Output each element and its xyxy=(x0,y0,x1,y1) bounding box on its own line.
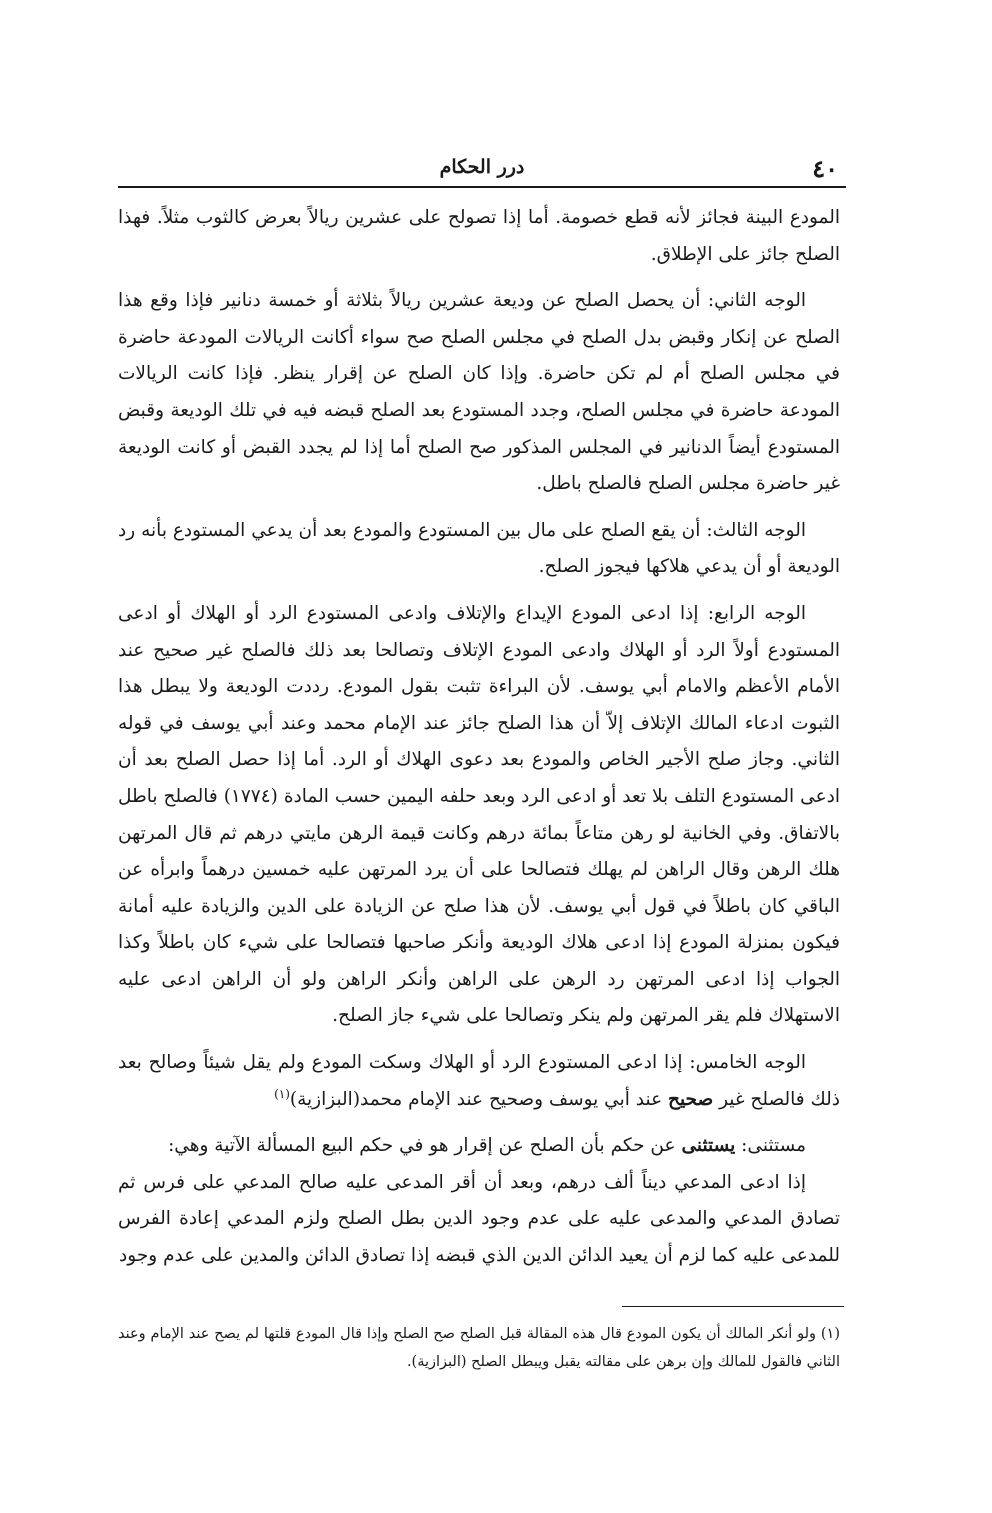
paragraph-3: الوجه الثالث: أن يقع الصلح على مال بين المستودع والمودع بعد أن يدعي المستودع بأنه رد الوديعة أو أن يدعي هلاكها فيجوز الصلح. xyxy=(118,519,840,578)
footnote xyxy=(118,1320,840,1376)
paragraph-6-rest: عن حكم بأن الصلح عن إقرار هو في حكم البيع المسألة الآتية وهي: xyxy=(168,1135,676,1157)
book-title: درر الحكام xyxy=(439,156,525,178)
footnote-ref[interactable]: (١) xyxy=(274,1086,290,1101)
paragraph-5 xyxy=(118,1045,840,1118)
footnote-text: (١) ولو أنكر المالك أن يكون المودع قال هذه المقالة قبل الصلح صح الصلح وإذا قال المودع قلتها لم يصح عند الإمام وعند الثاني فالقول للمالك وإن برهن على مقالته يقبل ويبطل الصلح (البزازية). xyxy=(118,1326,840,1370)
page-number: ٤٠ xyxy=(812,154,838,183)
paragraph-6-lead: مستثنى: xyxy=(741,1135,806,1157)
paragraph-6-bold: يستثنى xyxy=(681,1135,736,1157)
paragraph-1: المودع البينة فجائز لأنه قطع خصومة. أما إذا تصولح على عشرين ريالاً بعرض كالثوب مثلاً. فهذا الصلح جائز على الإطلاق. xyxy=(118,207,840,265)
running-header xyxy=(118,150,846,188)
paragraph-5-tail: عند أبي يوسف وصحيح عند الإمام محمد(البزازية) xyxy=(289,1088,663,1110)
footnote-divider xyxy=(622,1306,844,1307)
paragraph-2: الوجه الثاني: أن يحصل الصلح عن وديعة عشرين ريالاً بثلاثة أو خمسة دنانير فإذا وقع هذا الصلح عن إنكار وقبض بدل الصلح في مجلس الصلح صح سواء أكانت الريالات المودعة حاضرة في مجلس الصلح أم لم تكن حاضرة. وإذا كان الصلح عن إقرار ينظر. فإذا كانت الريالات المودعة حاضرة في مجلس الصلح، وجدد المستودع بعد الصلح قبضه فيه في تلك الوديعة وقبض المستودع أيضاً الدنانير في المجلس المذكور صح الصلح أما إذا لم يجدد القبض أو كانت الوديعة غير حاضرة مجلس الصلح فالصلح باطل. xyxy=(118,290,840,495)
body-text xyxy=(118,200,840,1285)
paragraph-6 xyxy=(118,1128,840,1165)
paragraph-7: إذا ادعى المدعي ديناً ألف درهم، وبعد أن أقر المدعى عليه صالح المدعي على فرس ثم تصادق المدعي والمدعى عليه على عدم وجود الدين بطل الصلح ولزم المدعي إعادة الفرس للمدعى عليه كما لزم أن يعيد الدائن الدين الذي قبضه إذا تصادق الدائن والمدين على عدم وجود xyxy=(118,1171,840,1267)
paragraph-4: الوجه الرابع: إذا ادعى المودع الإيداع والإتلاف وادعى المستودع الرد أو الهلاك أو ادعى المستودع أولاً الرد أو الهلاك وادعى المودع الإتلاف وتصالحا بعد ذلك فالصلح غير صحيح عند الأمام الأعظم والامام أبي يوسف. لأن البراءة تثبت بقول المودع. رددت الوديعة ولا يبطل هذا الثبوت ادعاء المالك الإتلاف إلاّ أن هذا الصلح جائز عند الإمام محمد وعند أبي يوسف في قوله الثاني. وجاز صلح الأجير الخاص والمودع بعد دعوى الهلاك أو الرد. أما إذا حصل الصلح بعد أن ادعى المستودع التلف بلا تعد أو ادعى الرد وبعد حلفه اليمين حسب المادة (١٧٧٤) فالصلح باطل بالاتفاق. وفي الخانية لو رهن متاعاً بمائة درهم وكانت قيمة الرهن مايتي درهم ثم قال المرتهن هلك الرهن وقال الراهن لم يهلك فتصالحا على أن يرد المرتهن عليه خمسين درهماً وابرأه عن الباقي كان باطلاً في قول أبي يوسف. لأن هذا صلح عن الزيادة على الدين والزيادة عليه أمانة فيكون بمنزلة المودع إذا ادعى هلاك الوديعة وأنكر صاحبها فتصالحا على شيء كان باطلاً وكذا الجواب إذا ادعى المرتهن رد الرهن على الراهن وأنكر الراهن ولو أن الراهن ادعى عليه الاستهلاك فلم يقر المرتهن ولم ينكر وتصالحا على شيء جاز الصلح. xyxy=(118,602,840,1027)
paragraph-5-text: الوجه الخامس: إذا ادعى المستودع الرد أو الهلاك وسكت المودع ولم يقل شيئاً وصالح بعد ذلك فالصلح غير xyxy=(118,1052,840,1110)
paragraph-5-bold: صحيح xyxy=(668,1088,714,1110)
